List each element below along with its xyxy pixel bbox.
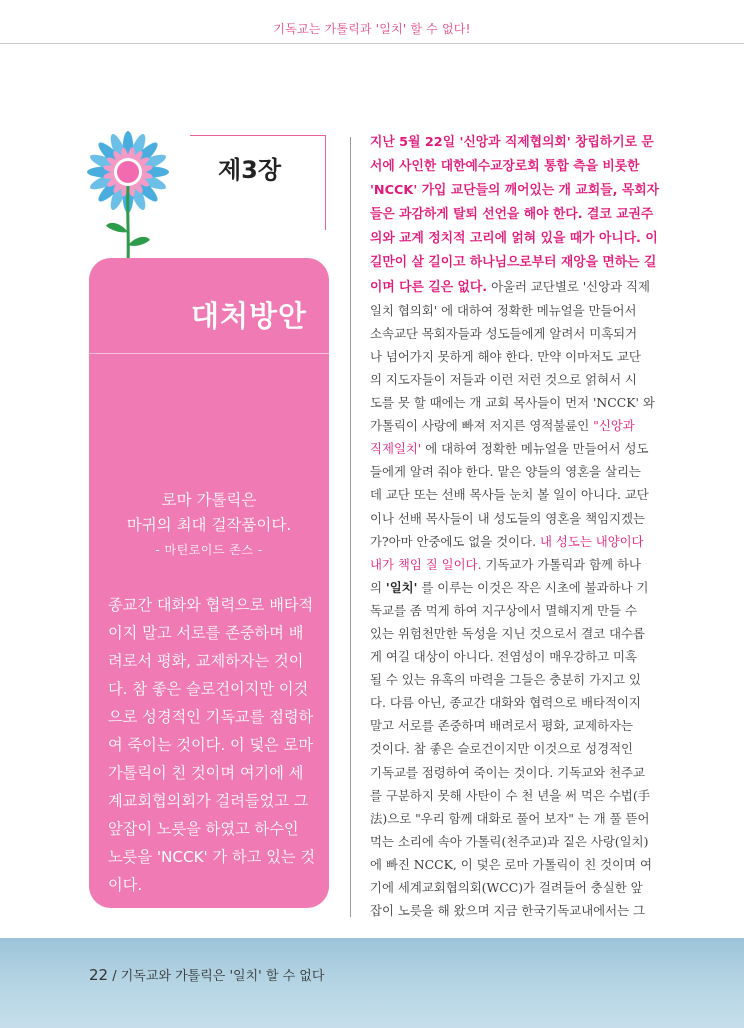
footer-separator: / <box>108 969 121 984</box>
body-text: 를 이루는 이것은 작은 시초에 불과하나 기 <box>417 579 649 595</box>
body-text: 기에 세계교회협의회(WCC)가 걸려들어 충실한 앞 <box>370 880 643 895</box>
body-text: 에 대하여 정확한 메뉴얼을 만들어서 성도 <box>421 441 649 457</box>
body-text: 기독교가 가톨릭과 함께 하나 <box>481 556 641 572</box>
highlighted-text: 지난 5월 22일 '신앙과 직제협의회' 창립하기로 문 <box>370 135 654 150</box>
article-line <box>370 668 660 691</box>
article-line <box>370 899 660 922</box>
running-header: 기독교는 가톨릭과 '일치' 할 수 없다! <box>273 22 471 36</box>
article-line <box>370 691 660 714</box>
highlighted-text: 의와 교계 정치적 고리에 얽혀 있을 때가 아니다. 이 <box>370 231 658 247</box>
article-line <box>370 226 660 250</box>
highlighted-text: 내가 책임 질 일이다. <box>370 556 482 572</box>
article-line <box>370 622 660 645</box>
article-line <box>370 414 660 437</box>
panel-heading: 대처방안 <box>190 299 307 333</box>
body-text: 들에게 알려 줘야 한다. 맡은 양들의 영혼을 살리는 <box>370 464 641 480</box>
article-line <box>370 275 660 299</box>
article-line <box>370 853 660 876</box>
highlighted-text: "신앙과 <box>593 418 635 434</box>
article-line <box>370 322 660 345</box>
body-text: 도를 못 할 때에는 개 교회 목사들이 먼저 'NCCK' 와 <box>370 395 655 411</box>
panel-body-line: 가톨릭이 친 것이며 여기에 세 <box>108 764 304 782</box>
panel-body-line: 이지 말고 서로를 존중하며 배 <box>108 624 304 642</box>
body-text: 아울러 교단별로 '신앙과 직제 <box>487 278 650 294</box>
quote-line: 로마 가톨릭은 <box>161 491 257 509</box>
panel-body-line: 려로서 평화, 교제하자는 것이 <box>108 652 304 670</box>
quote-author: - 마틴로이드 존스 - <box>155 543 263 557</box>
body-text: 먹는 소리에 속아 가톨릭(천주교)과 짙은 사랑(일치) <box>370 833 649 849</box>
body-text: 가톨릭이 사랑에 빠져 저지른 영적불륜인 <box>370 418 594 434</box>
panel-body-line: 앞잡이 노릇을 하였고 하수인 <box>108 820 299 838</box>
body-text: 말고 서로를 존중하며 배려로서 평화, 교제하자는 <box>370 718 634 734</box>
footer <box>89 965 324 984</box>
article-line <box>370 876 660 899</box>
article-line <box>370 437 660 460</box>
article-line <box>370 130 660 154</box>
highlighted-text: 서에 사인한 대한예수교장로회 통합 측을 비롯한 <box>370 159 640 175</box>
article-line <box>370 483 660 506</box>
body-text: 데 교단 또는 선배 목사들 눈치 볼 일이 아니다. 교단 <box>370 487 649 503</box>
body-text: 가?아마 안중에도 없을 것이다. <box>370 533 540 549</box>
panel-body-line: 노릇을 'NCCK' 가 하고 있는 것 <box>108 848 316 866</box>
quote <box>89 488 329 538</box>
highlighted-text: 'NCCK' 가입 교단들의 깨어있는 개 교회들, 목회자 <box>370 183 659 199</box>
article-line <box>370 368 660 391</box>
article-line <box>370 807 660 830</box>
chapter-title: 제3장 <box>218 156 282 184</box>
panel-divider <box>89 353 329 354</box>
bold-text: '일치' <box>385 579 418 595</box>
panel-body-line: 이다. <box>108 876 143 894</box>
body-text: 에 빠진 NCCK, 이 덫은 로마 가톨릭이 친 것이며 여 <box>370 856 652 872</box>
body-text: 이나 선배 목사들이 내 성도들의 영혼을 책임지겠는 <box>370 510 645 526</box>
article-line <box>370 154 660 178</box>
highlighted-text: 직제일치' <box>370 441 422 457</box>
body-text: 잡이 노릇을 해 왔으며 지금 한국기독교내에서는 그 <box>370 903 645 919</box>
panel-body-line: 여 죽이는 것이다. 이 덫은 로마 <box>108 736 314 754</box>
body-text: 나 넘어가지 못하게 해야 한다. 만약 이마저도 교단 <box>370 348 641 364</box>
article-line <box>370 250 660 274</box>
article-line <box>370 645 660 668</box>
article-line <box>370 761 660 784</box>
body-text: 일치 협의회' 에 대하여 정확한 메뉴얼을 만들어서 <box>370 302 637 318</box>
article-line <box>370 178 660 202</box>
body-text: 法)으로 "우리 함께 대화로 풀어 보자" 는 개 풀 뜯어 <box>370 810 650 826</box>
column-divider <box>350 137 351 917</box>
article-line <box>370 507 660 530</box>
article-line <box>370 737 660 760</box>
header-rule <box>0 43 744 44</box>
book-title: 기독교와 가톨릭은 '일치' 할 수 없다 <box>120 969 325 984</box>
article-line <box>370 784 660 807</box>
article-line <box>370 830 660 853</box>
body-text: 기독교를 점령하여 죽이는 것이다. 기독교와 천주교 <box>370 764 645 780</box>
article-line <box>370 714 660 737</box>
panel-body <box>108 591 320 899</box>
highlighted-text: 이며 다른 길은 없다. <box>370 279 488 295</box>
body-text: 의 지도자들이 저들과 이런 저런 것으로 얽혀서 시 <box>370 371 637 387</box>
body-text: 것이다. 참 좋은 슬로건이지만 이것으로 성경적인 <box>370 741 634 757</box>
page-number: 22 <box>89 966 109 984</box>
article-body <box>370 130 660 922</box>
body-text: 를 구분하지 못해 사탄이 수 천 년을 써 먹은 수법(手 <box>370 787 651 803</box>
article-line <box>370 202 660 226</box>
article-line <box>370 576 660 599</box>
body-text: 게 여길 대상이 아니다. 전염성이 매우강하고 미혹 <box>370 649 637 665</box>
panel-body-line: 으로 성경적인 기독교를 점령하 <box>108 708 314 726</box>
article-line <box>370 599 660 622</box>
panel-body-line: 다. 참 좋은 슬로건이지만 이것 <box>108 680 309 698</box>
highlighted-text: 길만이 살 길이고 하나님으로부터 재앙을 면하는 길 <box>370 255 657 271</box>
body-text: 있는 위험천만한 독성을 지닌 것으로서 결코 대수롭 <box>370 625 645 641</box>
panel-body-line: 계교회협의회가 걸려들었고 그 <box>108 792 309 810</box>
body-text: 될 수 있는 유혹의 마력을 그들은 충분히 가지고 있 <box>370 672 641 688</box>
pink-sidebar-panel <box>89 258 329 908</box>
article-line <box>370 391 660 414</box>
article-line <box>370 345 660 368</box>
flower-icon <box>78 120 178 280</box>
body-text: 의 <box>370 579 386 595</box>
highlighted-text: 내 성도는 내양이다 <box>539 533 644 549</box>
article-line <box>370 553 660 576</box>
article-line <box>370 460 660 483</box>
quote-line: 마귀의 최대 걸작품이다. <box>126 516 292 534</box>
body-text: 독교를 좀 먹게 하여 지구상에서 멸해지게 만들 수 <box>370 602 637 618</box>
body-text: 소속교단 목회자들과 성도들에게 알려서 미혹되거 <box>370 325 638 341</box>
panel-body-line: 종교간 대화와 협력으로 배타적 <box>108 596 314 614</box>
article-line <box>370 299 660 322</box>
article-line <box>370 530 660 553</box>
highlighted-text: 들은 과감하게 탈퇴 선언을 해야 한다. 결코 교권주 <box>370 207 654 223</box>
body-text: 다. 다름 아닌, 종교간 대화와 협력으로 배타적이지 <box>370 695 641 711</box>
